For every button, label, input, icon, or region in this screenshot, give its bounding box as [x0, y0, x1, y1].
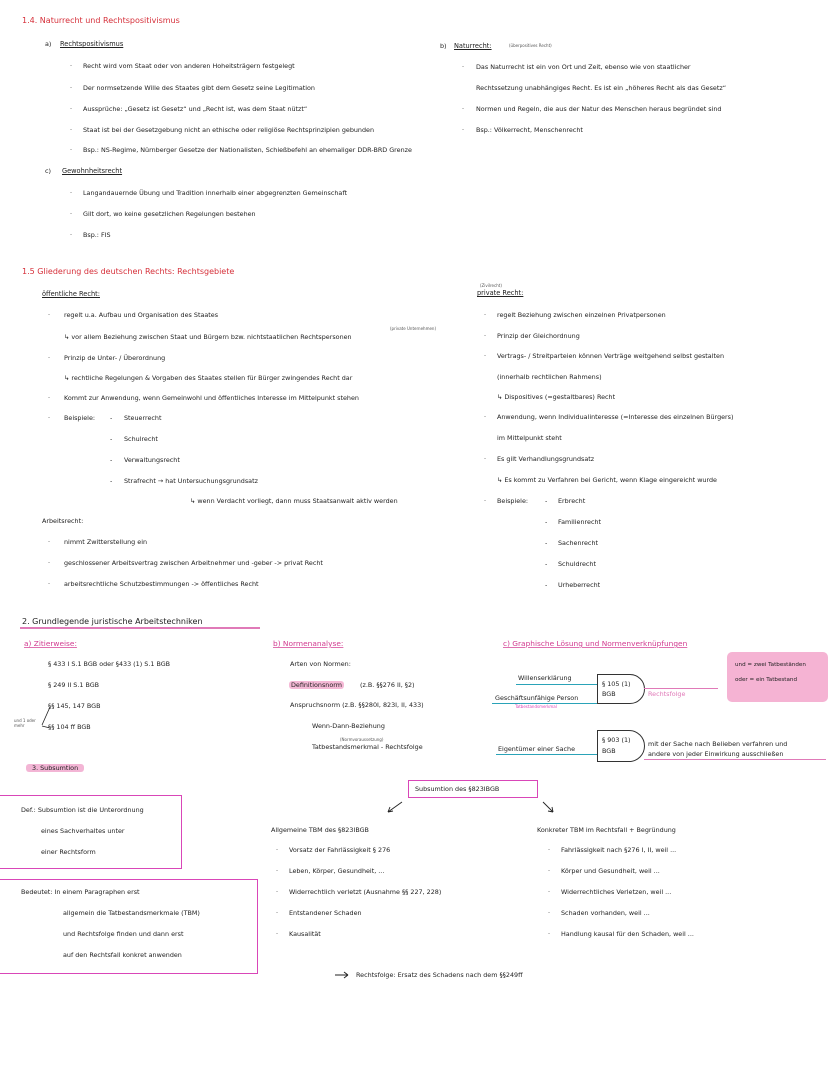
list-bullet: · [462, 105, 465, 113]
list-item: ↳ vor allem Beziehung zwischen Staat und Bürgern bzw. nichtstaatlichen Rechtspersonen [64, 333, 352, 341]
list-bullet: · [276, 888, 279, 896]
list-item: Bsp.: NS-Regime, Nürnberger Gesetze der Nationalisten, Schießbefehl an ehemaliger DDR-BRD Grenze [83, 146, 412, 154]
zivilrecht-note: (Zivilrecht) [480, 283, 502, 288]
list-item: nimmt Zwitterstellung ein [64, 538, 148, 546]
rechtspositivismus-heading: Rechtspositivismus [60, 40, 124, 48]
definitionsnorm-example: (z.B. §§276 II, §2) [360, 681, 415, 689]
dash: - [545, 560, 548, 568]
list-bullet: · [276, 930, 279, 938]
callout-text: und = zwei Tatbeständen [735, 662, 806, 668]
list-bullet: · [462, 126, 465, 134]
list-item: Bsp.: Völkerrecht, Menschenrecht [476, 126, 583, 134]
geschaeftsunfaehige-label: Geschäftsunfähige Person [495, 694, 579, 702]
list-bullet: · [48, 414, 51, 422]
list-item: Kommt zur Anwendung, wenn Gemeinwohl und öffentliches Interesse im Mittelpunkt stehen [64, 394, 359, 402]
dash: - [545, 497, 548, 505]
list-item: Anwendung, wenn Individualinteresse (=Interesse des einzelnen Bürgers) [497, 413, 734, 421]
list-item: Gilt dort, wo keine gesetzlichen Regelungen bestehen [83, 210, 256, 218]
privates-recht-heading: private Recht: [477, 289, 524, 297]
list-item: Rechtssetzung unabhängiges Recht. Es ist ein „höheres Recht als das Gesetz“ [476, 84, 727, 92]
bedeutung-text: und Rechtsfolge finden und dann erst [63, 930, 184, 938]
label-a: a) [45, 40, 52, 48]
arrow-line [388, 802, 402, 812]
list-item: Aussprüche: „Gesetz ist Gesetz“ und „Recht ist, was dem Staat nützt“ [83, 105, 308, 113]
list-item: Handlung kausal für den Schaden, weil ... [561, 930, 694, 938]
list-bullet: · [484, 332, 487, 340]
list-bullet: · [70, 105, 73, 113]
list-bullet: · [484, 497, 487, 505]
bedeutung-box [0, 879, 258, 974]
definitionsnorm-highlight: Definitionsnorm [291, 681, 342, 689]
normen-text: Tatbestandsmerkmal - Rechtsfolge [312, 743, 423, 751]
label-c: c) [45, 167, 52, 175]
list-bullet: · [48, 311, 51, 319]
rechtsfolge-text: mit der Sache nach Belieben verfahren und [648, 740, 788, 748]
list-bullet: · [484, 455, 487, 463]
list-item: Der normsetzende Wille des Staates gibt dem Gesetz seine Legitimation [83, 84, 315, 92]
list-item: Widerrechtlich verletzt (Ausnahme §§ 227, 228) [289, 888, 442, 896]
arbeitsrecht-heading: Arbeitsrecht: [42, 517, 84, 525]
normenanalyse-heading: b) Normenanalyse: [273, 639, 344, 648]
list-item: Normen und Regeln, die aus der Natur des Menschen heraus begründet sind [476, 105, 722, 113]
list-bullet: · [48, 394, 51, 402]
list-bullet: · [276, 867, 279, 875]
list-item: Verwaltungsrecht [124, 456, 180, 464]
center-label: Subsumtion des §823IBGB [415, 785, 500, 793]
dash: - [545, 539, 548, 547]
definition-text: Def.: Subsumtion ist die Unterordnung [21, 806, 144, 814]
list-item: Prinzip de Unter- / Überordnung [64, 354, 166, 362]
normen-text: Wenn-Dann-Beziehung [312, 722, 385, 730]
list-bullet: · [548, 846, 551, 854]
naturrecht-heading: Naturrecht: [454, 42, 492, 50]
list-item: Langandauernde Übung und Tradition innerhalb einer abgegrenzten Gemeinschaft [83, 189, 347, 197]
citation-example: §§ 104 ff BGB [48, 723, 91, 731]
citation-example: §§ 145, 147 BGB [48, 702, 101, 710]
list-bullet: · [276, 846, 279, 854]
list-item: Leben, Körper, Gesundheit, ... [289, 867, 385, 875]
list-item: Sachenrecht [558, 539, 599, 547]
allgemeine-tbm-heading: Allgemeine TBM des §823IBGB [271, 826, 369, 834]
list-bullet: · [462, 63, 465, 71]
section-1-5-title: 1.5 Gliederung des deutschen Rechts: Rechtsgebiete [22, 267, 235, 276]
list-bullet: · [48, 354, 51, 362]
list-item: regelt Beziehung zwischen einzelnen Privatpersonen [497, 311, 666, 319]
list-item: Vorsatz der Fahrlässigkeit § 276 [289, 846, 391, 854]
normen-note: (Normvoraussetzung) [340, 737, 384, 742]
callout-text: oder = ein Tatbestand [735, 677, 798, 683]
bedeutung-text: auf den Rechtsfall konkret anwenden [63, 951, 182, 959]
list-item: Widerrechtliches Verletzen, weil ... [561, 888, 672, 896]
list-item: Steuerrecht [124, 414, 162, 422]
list-item: geschlossener Arbeitsvertrag zwischen Arbeitnehmer und -geber -> privat Recht [64, 559, 323, 567]
rechtsfolge-label: Rechtsfolge [648, 690, 686, 698]
gewohnheitsrecht-heading: Gewohnheitsrecht [62, 167, 123, 175]
section-3-title: 3. Subsumtion [26, 764, 84, 772]
willenserklaerung-label: Willenserklärung [518, 674, 572, 682]
list-item: Entstandener Schaden [289, 909, 362, 917]
list-item: Familienrecht [558, 518, 602, 526]
list-bullet: · [548, 909, 551, 917]
citation-note: und 1 oder mehr [14, 718, 36, 728]
list-bullet: · [484, 311, 487, 319]
box-label: § 903 (1) [602, 736, 631, 744]
list-bullet: · [70, 210, 73, 218]
list-bullet: · [548, 888, 551, 896]
list-bullet: · [484, 413, 487, 421]
list-bullet: · [48, 580, 51, 588]
oeffentliches-recht-heading: öffentliche Recht: [42, 290, 100, 298]
section-1-4-title: 1.4. Naturrecht und Rechtspositivismus [22, 16, 180, 25]
definition-box [0, 795, 182, 869]
list-item: Beispiele: [497, 497, 529, 505]
konkreter-tbm-heading: Konkreter TBM im Rechtsfall + Begründung [537, 826, 676, 834]
list-item: ↳ wenn Verdacht vorliegt, dann muss Staatsanwalt aktiv werden [190, 497, 398, 505]
citation-example: § 433 I S.1 BGB oder §433 (1) S.1 BGB [48, 660, 171, 668]
list-item: Vertrags- / Streitparteien können Verträge weitgehend selbst gestalten [497, 352, 724, 360]
arrow-line [543, 802, 553, 812]
list-bullet: · [70, 84, 73, 92]
list-item: (innerhalb rechtlichen Rahmens) [497, 373, 602, 381]
box-label: BGB [602, 747, 616, 755]
bedeutung-text: Bedeutet: In einem Paragraphen erst [21, 888, 140, 896]
box-label: § 105 (1) [602, 680, 631, 688]
list-item: im Mittelpunkt steht [497, 434, 562, 442]
list-item: Fahrlässigkeit nach §276 I, II, weil ... [561, 846, 677, 854]
zitierweise-heading: a) Zitierweise: [24, 639, 77, 648]
list-item: Beispiele: [64, 414, 96, 422]
list-item: Recht wird vom Staat oder von anderen Hoheitsträgern festgelegt [83, 62, 295, 70]
definition-text: einer Rechtsform [41, 848, 96, 856]
list-bullet: · [70, 189, 73, 197]
list-bullet: · [548, 930, 551, 938]
list-bullet: · [48, 559, 51, 567]
bedeutung-text: allgemein die Tatbestandsmerkmale (TBM) [63, 909, 200, 917]
tatbestandsmerkmal-label: Tatbestandsmerkmal [515, 704, 557, 709]
list-item: Das Naturrecht ist ein von Ort und Zeit, ebenso wie von staatlicher [476, 63, 691, 71]
list-item: Schaden vorhanden, weil ... [561, 909, 650, 917]
list-item: Schulrecht [124, 435, 158, 443]
list-bullet: · [70, 146, 73, 154]
list-item: Schuldrecht [558, 560, 596, 568]
rechtsfolge-result: Rechtsfolge: Ersatz des Schadens nach dem §§249ff [356, 971, 523, 979]
normen-text: Arten von Normen: [290, 660, 351, 668]
annotation-note: (private Unternehmen) [390, 326, 437, 331]
list-item: regelt u.a. Aufbau und Organisation des Staates [64, 311, 219, 319]
citation-example: § 249 II S.1 BGB [48, 681, 100, 689]
list-item: Staat ist bei der Gesetzgebung nicht an ethische oder religiöse Rechtsprinzipien gebunden [83, 126, 375, 134]
list-bullet: · [548, 867, 551, 875]
list-item: ↳ rechtliche Regelungen & Vorgaben des Staates stellen für Bürger zwingendes Recht dar [64, 374, 353, 382]
normen-text: Anspruchsnorm (z.B. §§280I, 823I, II, 433) [290, 701, 424, 709]
graphische-loesung-heading: c) Graphische Lösung und Normenverknüpfungen [503, 639, 688, 648]
list-item: Kausalität [289, 930, 321, 938]
list-bullet: · [70, 126, 73, 134]
list-item: arbeitsrechtliche Schutzbestimmungen -> öffentliches Recht [64, 580, 259, 588]
list-bullet: · [276, 909, 279, 917]
dash: - [110, 435, 113, 443]
section-2-title: 2. Grundlegende juristische Arbeitstechniken [22, 617, 203, 626]
list-item: Erbrecht [558, 497, 586, 505]
box-label: BGB [602, 690, 616, 698]
dash: - [545, 518, 548, 526]
eigentuemer-label: Eigentümer einer Sache [498, 745, 576, 753]
dash: - [110, 477, 113, 485]
list-item: ↳ Es kommt zu Verfahren bei Gericht, wenn Klage eingereicht wurde [497, 476, 717, 484]
list-bullet: · [484, 352, 487, 360]
label-b: b) [440, 42, 447, 50]
list-item: Bsp.: FIS [83, 231, 111, 239]
list-item: Strafrecht → hat Untersuchungsgrundsatz [124, 477, 258, 485]
definition-text: eines Sachverhaltes unter [41, 827, 125, 835]
dash: - [545, 581, 548, 589]
list-item: Körper und Gesundheit, weil ... [561, 867, 660, 875]
naturrecht-note: (überpositives Recht) [509, 43, 552, 48]
list-item: Prinzip der Gleichordnung [497, 332, 580, 340]
list-bullet: · [70, 62, 73, 70]
list-item: Es gilt Verhandlungsgrundsatz [497, 455, 595, 463]
rechtsfolge-text: andere von jeder Einwirkung ausschließen [648, 750, 784, 758]
list-bullet: · [70, 231, 73, 239]
dash: - [110, 456, 113, 464]
dash: - [110, 414, 113, 422]
list-item: ↳ Dispositives (=gestaltbares) Recht [497, 393, 616, 401]
list-bullet: · [48, 538, 51, 546]
list-item: Urheberrecht [558, 581, 601, 589]
